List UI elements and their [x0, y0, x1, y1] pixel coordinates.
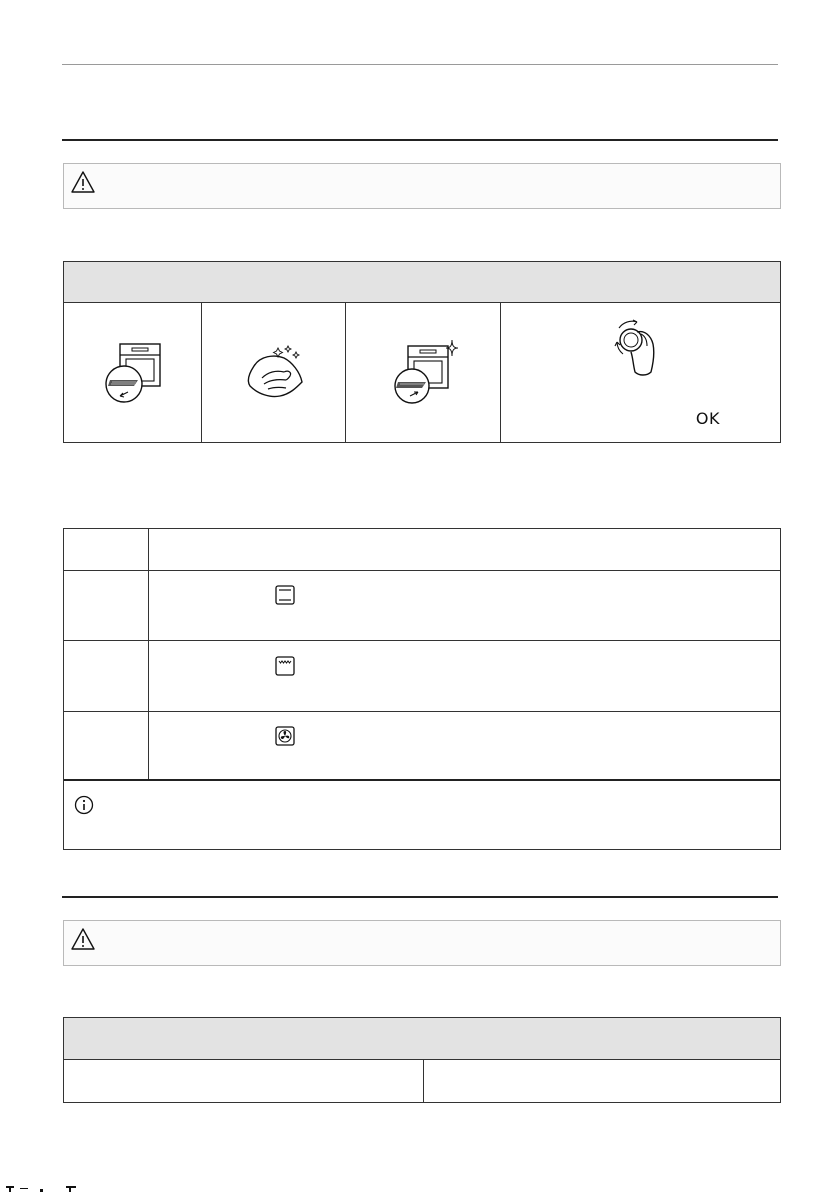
step-remove-accessories	[64, 302, 201, 442]
info-circle-icon	[74, 795, 94, 815]
page-top-rule	[62, 64, 778, 65]
oven-remove-tray-icon	[102, 342, 162, 404]
steps-illustration-row	[63, 302, 781, 443]
footer-fragment	[0, 1186, 100, 1192]
bottom-table-row	[63, 1059, 781, 1103]
table-row-separator	[64, 711, 780, 712]
warning-triangle-icon	[70, 927, 96, 951]
bottom-table-column-divider	[423, 1059, 424, 1102]
step-insert-accessories	[345, 302, 500, 442]
warning-box-bottom	[63, 920, 781, 966]
bottom-table-header	[63, 1017, 781, 1060]
functions-table	[63, 528, 781, 850]
step-clean-cloth	[201, 302, 345, 442]
section-divider-bottom	[62, 896, 778, 898]
steps-header	[63, 261, 781, 303]
warning-triangle-icon	[70, 170, 96, 194]
oven-fan-icon	[275, 726, 295, 746]
oven-top-heat-icon	[275, 656, 295, 676]
table-row-separator	[64, 640, 780, 641]
section-divider-top	[62, 139, 778, 141]
ok-confirm-label: OK	[695, 409, 720, 428]
table-note-separator	[64, 779, 780, 781]
cloth-cleaning-icon	[240, 342, 310, 402]
oven-conventional-icon	[275, 585, 295, 605]
hand-rotate-knob-icon	[607, 314, 677, 380]
table-column-divider	[148, 529, 149, 780]
step-turn-knob-confirm	[500, 302, 782, 442]
oven-insert-tray-icon	[388, 338, 458, 404]
warning-box-top	[63, 163, 781, 209]
table-row-separator	[64, 570, 780, 571]
